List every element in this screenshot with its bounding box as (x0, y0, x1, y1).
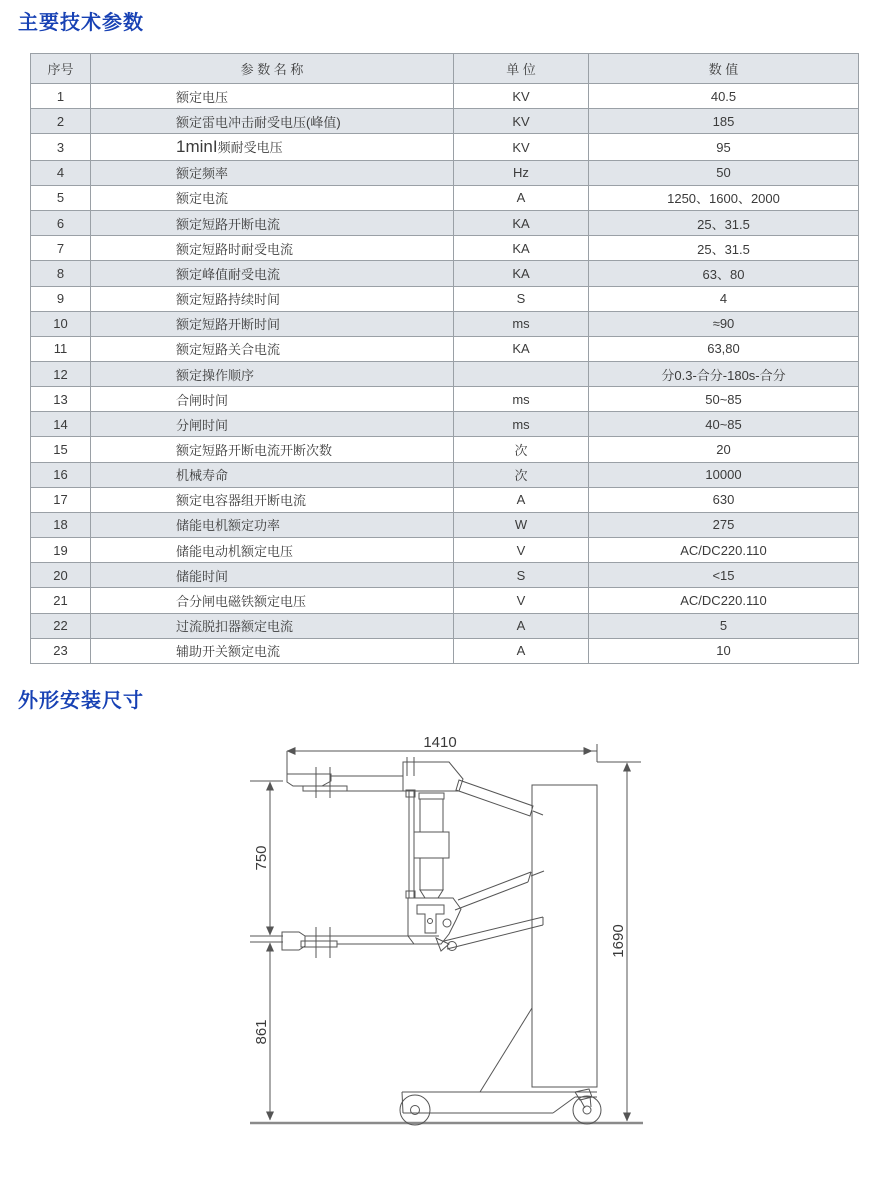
cell-no: 11 (31, 336, 91, 361)
cell-name: 合闸时间 (91, 387, 454, 412)
cell-name: 额定电容器组开断电流 (91, 487, 454, 512)
cell-unit: A (454, 638, 589, 663)
cell-name: 额定电压 (91, 84, 454, 109)
name-latin-prefix: 1minI (176, 137, 218, 157)
cell-no: 10 (31, 311, 91, 336)
cell-name: 合分闸电磁铁额定电压 (91, 588, 454, 613)
cell-unit: S (454, 563, 589, 588)
cell-unit: KV (454, 134, 589, 160)
cell-name: 辅助开关额定电流 (91, 638, 454, 663)
cell-no: 1 (31, 84, 91, 109)
cell-unit: ms (454, 387, 589, 412)
dim-label-lower: 861 (253, 1019, 270, 1045)
cell-unit: ms (454, 311, 589, 336)
cell-name: 额定峰值耐受电流 (91, 261, 454, 286)
cell-value: 分0.3-合分-180s-合分 (589, 361, 859, 386)
cell-value: AC/DC220.110 (589, 538, 859, 563)
cell-name: 额定短路关合电流 (91, 336, 454, 361)
cell-unit: KV (454, 84, 589, 109)
cell-value: ≈90 (589, 311, 859, 336)
cell-value: 25、31.5 (589, 211, 859, 236)
cell-name: 额定短路开断时间 (91, 311, 454, 336)
cell-value: 95 (589, 134, 859, 160)
cell-name: 过流脱扣器额定电流 (91, 613, 454, 638)
cell-name: 额定短路时耐受电流 (91, 236, 454, 261)
cell-no: 3 (31, 134, 91, 160)
cell-no: 20 (31, 563, 91, 588)
cell-value: 4 (589, 286, 859, 311)
cell-no: 6 (31, 211, 91, 236)
header-name: 参 数 名 称 (91, 54, 454, 84)
cell-unit: KA (454, 336, 589, 361)
header-no: 序号 (31, 54, 91, 84)
dim-label-width: 1410 (423, 734, 457, 751)
cell-name: 储能电动机额定电压 (91, 538, 454, 563)
cell-name: 额定短路开断电流开断次数 (91, 437, 454, 462)
cell-unit: A (454, 185, 589, 210)
cell-name: 额定雷电冲击耐受电压(峰值) (91, 109, 454, 134)
cell-value: 10000 (589, 462, 859, 487)
cell-no: 18 (31, 512, 91, 537)
cell-value: 275 (589, 512, 859, 537)
cell-name: 额定电流 (91, 185, 454, 210)
cell-name: 分闸时间 (91, 412, 454, 437)
cell-value: 25、31.5 (589, 236, 859, 261)
cell-no: 19 (31, 538, 91, 563)
cell-name: 1minI频耐受电压 (91, 134, 454, 160)
cell-value: 630 (589, 487, 859, 512)
cell-value: 63,80 (589, 336, 859, 361)
cell-unit: W (454, 512, 589, 537)
cell-unit: A (454, 613, 589, 638)
cell-unit: 次 (454, 437, 589, 462)
cell-name: 额定频率 (91, 160, 454, 185)
cell-no: 21 (31, 588, 91, 613)
dim-label-upper: 750 (253, 845, 270, 871)
cell-unit: KV (454, 109, 589, 134)
cell-value: 63、80 (589, 261, 859, 286)
cell-name: 额定短路开断电流 (91, 211, 454, 236)
cell-value: 1250、1600、2000 (589, 185, 859, 210)
cell-no: 16 (31, 462, 91, 487)
breaker-side-view (282, 757, 601, 1125)
cell-value: 40~85 (589, 412, 859, 437)
cell-no: 13 (31, 387, 91, 412)
cell-name: 机械寿命 (91, 462, 454, 487)
cell-unit: KA (454, 211, 589, 236)
section-title-dimensions: 外形安装尺寸 (18, 690, 144, 712)
cell-no: 12 (31, 361, 91, 386)
cell-no: 17 (31, 487, 91, 512)
cell-no: 5 (31, 185, 91, 210)
cell-value: 185 (589, 109, 859, 134)
cell-no: 7 (31, 236, 91, 261)
cell-no: 2 (31, 109, 91, 134)
cell-value: 20 (589, 437, 859, 462)
cell-name: 储能电机额定功率 (91, 512, 454, 537)
cell-no: 15 (31, 437, 91, 462)
cell-unit: A (454, 487, 589, 512)
cell-no: 4 (31, 160, 91, 185)
cell-value: <15 (589, 563, 859, 588)
dim-label-total: 1690 (610, 924, 627, 958)
cell-value: 5 (589, 613, 859, 638)
cell-name: 额定操作顺序 (91, 361, 454, 386)
cell-value: 50~85 (589, 387, 859, 412)
cell-no: 23 (31, 638, 91, 663)
cell-value: AC/DC220.110 (589, 588, 859, 613)
cell-value: 40.5 (589, 84, 859, 109)
cell-no: 8 (31, 261, 91, 286)
cell-no: 9 (31, 286, 91, 311)
cell-unit: KA (454, 236, 589, 261)
section-title-parameters: 主要技术参数 (18, 12, 144, 34)
header-unit: 单 位 (454, 54, 589, 84)
cell-unit: S (454, 286, 589, 311)
cell-name: 额定短路持续时间 (91, 286, 454, 311)
cell-name: 储能时间 (91, 563, 454, 588)
cell-unit: V (454, 588, 589, 613)
cell-no: 14 (31, 412, 91, 437)
cell-unit: V (454, 538, 589, 563)
header-value: 数 值 (589, 54, 859, 84)
cell-no: 22 (31, 613, 91, 638)
cell-value: 10 (589, 638, 859, 663)
cell-unit: ms (454, 412, 589, 437)
cell-unit: 次 (454, 462, 589, 487)
cell-unit: Hz (454, 160, 589, 185)
cell-unit: KA (454, 261, 589, 286)
cell-value: 50 (589, 160, 859, 185)
